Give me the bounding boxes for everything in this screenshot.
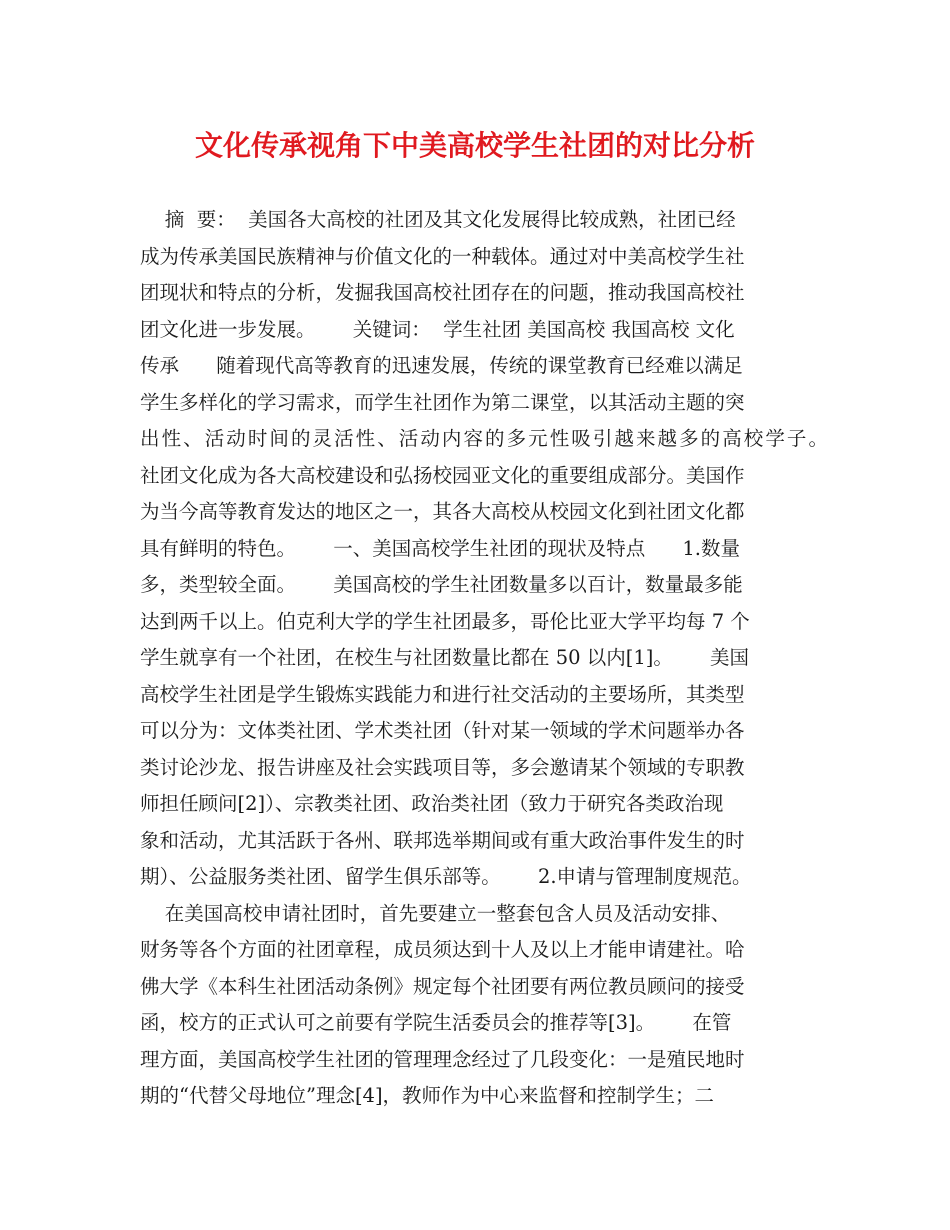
- text-line: 团文化进一步发展。 关键词： 学生社团 美国高校 我国高校 文化: [140, 317, 735, 341]
- text-line: 成为传承美国民族精神与价值文化的一种载体。通过对中美高校学生社: [140, 244, 745, 268]
- text-line: 团现状和特点的分析，发掘我国高校社团存在的问题，推动我国高校社: [140, 281, 745, 304]
- text-line: 师担任顾问[2]）、宗教类社团、政治类社团（致力于研究各类政治现: [140, 792, 724, 815]
- text-line: 达到两千以上。伯克利大学的学生社团最多，哥伦比亚大学平均每 7 个: [140, 609, 750, 633]
- text-line: 传承 随着现代高等教育的迅速发展，传统的课堂教育已经难以满足: [140, 354, 743, 377]
- text-line: 多，类型较全面。 美国高校的学生社团数量多以百计，数量最多能: [140, 573, 743, 596]
- text-line: 学生多样化的学习需求，而学生社团作为第二课堂，以其活动主题的突: [140, 390, 745, 414]
- text-line: 期）、公益服务类社团、留学生俱乐部等。 2.申请与管理制度规范。: [140, 865, 752, 888]
- text-line: 社团文化成为各大高校建设和弘扬校园亚文化的重要组成部分。美国作: [140, 463, 745, 487]
- document-title: 文化传承视角下中美高校学生社团的对比分析: [194, 129, 755, 162]
- text-line: 学生就享有一个社团，在校生与社团数量比都在 50 以内[1]。 美国: [140, 646, 750, 669]
- text-line: 期的“代替父母地位”理念[4]，教师作为中心来监督和控制学生；二: [140, 1084, 715, 1107]
- text-line: 财务等各个方面的社团章程，成员须达到十人及以上才能申请建社。哈: [140, 938, 745, 961]
- text-line: 高校学生社团是学生锻炼实践能力和进行社交活动的主要场所，其类型: [140, 682, 745, 706]
- text-line: 函，校方的正式认可之前要有学院生活委员会的推荐等[3]。 在管: [140, 1011, 732, 1034]
- text-line: 类讨论沙龙、报告讲座及社会实践项目等，多会邀请某个领域的专职教: [140, 755, 745, 779]
- text-line: 具有鲜明的特色。 一、美国高校学生社团的现状及特点 1.数量: [140, 536, 740, 560]
- text-line: 可以分为：文体类社团、学术类社团（针对某一领域的学术问题举办各: [140, 719, 745, 742]
- text-line: 摘 要： 美国各大高校的社团及其文化发展得比较成熟，社团已经: [140, 208, 736, 231]
- text-line: 在美国高校申请社团时，首先要建立一整套包含人员及活动安排、: [140, 901, 731, 925]
- document-body: [140, 202, 830, 1115]
- text-line: 为当今高等教育发达的地区之一，其各大高校从校园文化到社团文化都: [140, 500, 745, 523]
- text-line: 理方面，美国高校学生社团的管理理念经过了几段变化：一是殖民地时: [140, 1047, 745, 1071]
- text-line: 佛大学《本科生社团活动条例》规定每个社团要有两位教员顾问的接受: [140, 974, 745, 998]
- text-line: 象和活动，尤其活跃于各州、联邦选举期间或有重大政治事件发生的时: [140, 828, 745, 852]
- text-line: 出性、活动时间的灵活性、活动内容的多元性吸引越来越多的高校学子。: [140, 427, 831, 450]
